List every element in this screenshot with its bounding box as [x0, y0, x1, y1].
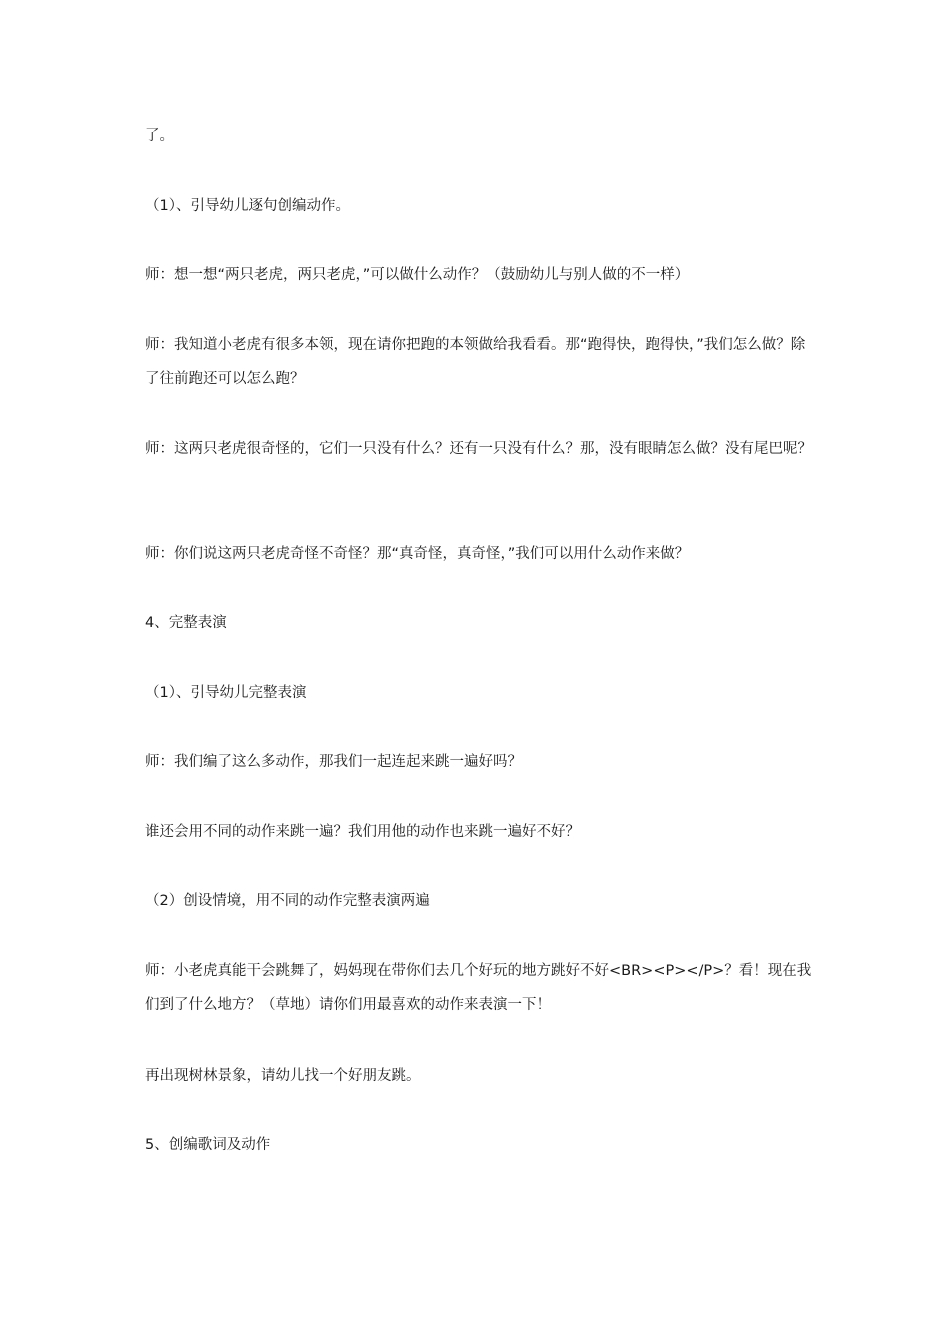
- section-heading-5: 5、创编歌词及动作: [145, 1137, 271, 1153]
- paragraph-teacher-6: 师：小老虎真能干会跳舞了，妈妈现在带你们去几个好玩的地方跳好不好<BR><P></P>？看！现在我们到了什么地方？（草地）请你们用最喜欢的动作来表演一下！: [145, 963, 812, 1013]
- paragraph-step-3-1: （1）、引导幼儿逐句创编动作。: [145, 198, 350, 214]
- paragraph-question: 谁还会用不同的动作来跳一遍？我们用他的动作也来跳一遍好不好？: [145, 824, 580, 840]
- paragraph-teacher-2: 师：我知道小老虎有很多本领，现在请你把跑的本领做给我看看。那“跑得快，跑得快，”我们怎么做？除了往前跑还可以怎么跑？: [145, 337, 806, 387]
- paragraph-teacher-3: 师：这两只老虎很奇怪的，它们一只没有什么？还有一只没有什么？那，没有眼睛怎么做？没有尾巴呢？: [145, 441, 812, 457]
- paragraph-teacher-1: 师：想一想“两只老虎，两只老虎，”可以做什么动作？（鼓励幼儿与别人做的不一样）: [145, 267, 690, 283]
- paragraph-forest: 再出现树林景象，请幼儿找一个好朋友跳。: [145, 1068, 421, 1084]
- paragraph-teacher-5: 师：我们编了这么多动作，那我们一起连起来跳一遍好吗？: [145, 754, 522, 770]
- paragraph-teacher-4: 师：你们说这两只老虎奇怪不奇怪？那“真奇怪，真奇怪，”我们可以用什么动作来做？: [145, 546, 690, 562]
- paragraph-continuation: 了。: [145, 128, 174, 144]
- paragraph-step-4-1: （1）、引导幼儿完整表演: [145, 685, 307, 701]
- section-heading-4: 4、完整表演: [145, 615, 227, 631]
- paragraph-step-4-2: （2）创设情境，用不同的动作完整表演两遍: [145, 893, 430, 909]
